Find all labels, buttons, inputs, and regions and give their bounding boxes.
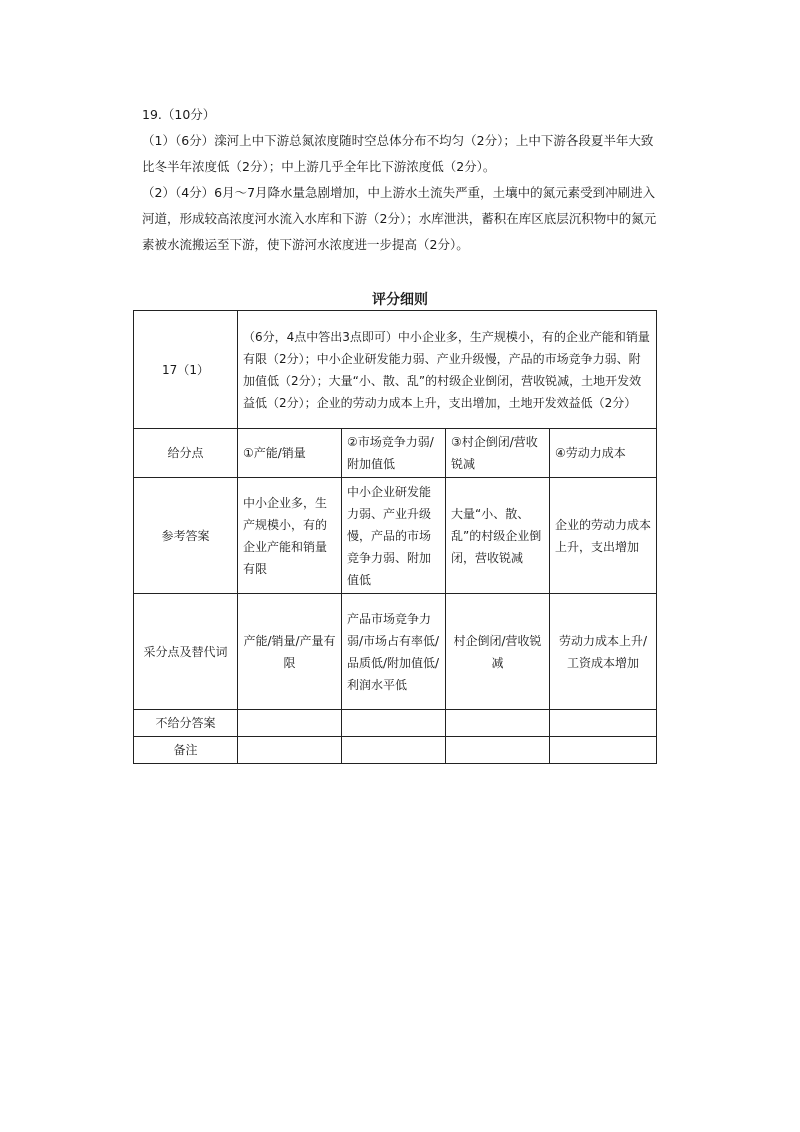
table-cell: 企业的劳动力成本上升，支出增加: [550, 478, 657, 594]
table-cell: [446, 737, 550, 764]
table-cell: 中小企业多，生产规模小，有的企业产能和销量有限: [238, 478, 342, 594]
table-cell: [550, 710, 657, 737]
rubric-title: 评分细则: [372, 292, 428, 308]
q19-heading: 19.（10分）: [142, 107, 216, 122]
row-label: 采分点及替代词: [134, 594, 238, 710]
row-label: 给分点: [134, 429, 238, 478]
table-cell: ④劳动力成本: [550, 429, 657, 478]
table-row: [134, 594, 657, 710]
table-cell: 中小企业研发能力弱、产业升级慢，产品的市场竞争力弱、附加值低: [342, 478, 446, 594]
table-row: [134, 710, 657, 737]
table-cell: 产能/销量/产量有限: [238, 594, 342, 710]
question-19: [142, 102, 662, 258]
row-label: 不给分答案: [134, 710, 238, 737]
table-row: [134, 311, 657, 429]
question-label: 17（1）: [134, 311, 238, 429]
table-row: [134, 737, 657, 764]
question-text: （6分，4点中答出3点即可）中小企业多，生产规模小，有的企业产能和销量有限（2分）；中小企业研发能力弱、产业升级慢，产品的市场竞争力弱、附加值低（2分）；大量“小、散、乱”的村级企业倒闭，营收锐减，土地开发效益低（2分）；企业的劳动力成本上升，支出增加，土地开发效益低（2分）: [238, 311, 657, 429]
rubric-table: [133, 310, 657, 764]
table-cell: ②市场竞争力弱/附加值低: [342, 429, 446, 478]
table-cell: 大量“小、散、乱”的村级企业倒闭，营收锐减: [446, 478, 550, 594]
table-cell: [342, 710, 446, 737]
table-cell: [550, 737, 657, 764]
table-cell: [238, 737, 342, 764]
table-cell: 劳动力成本上升/工资成本增加: [550, 594, 657, 710]
table-cell: [342, 737, 446, 764]
q19-part2: （2）（4分）6月～7月降水量急剧增加，中上游水土流失严重，土壤中的氮元素受到冲刷进入河道，形成较高浓度河水流入水库和下游（2分）；水库泄洪，蓄积在库区底层沉积物中的氮元素被水流搬运至下游，使下游河水浓度进一步提高（2分）。: [142, 185, 657, 252]
table-cell: [446, 710, 550, 737]
table-row: [134, 478, 657, 594]
table-row: [134, 429, 657, 478]
table-cell: ①产能/销量: [238, 429, 342, 478]
table-cell: ③村企倒闭/营收锐减: [446, 429, 550, 478]
table-cell: 产品市场竞争力弱/市场占有率低/品质低/附加值低/利润水平低: [342, 594, 446, 710]
q19-part1: （1）（6分）滦河上中下游总氮浓度随时空总体分布不均匀（2分）；上中下游各段夏半年大致比冬半年浓度低（2分）；中上游几乎全年比下游浓度低（2分）。: [142, 133, 654, 174]
table-cell: [238, 710, 342, 737]
table-cell: 村企倒闭/营收锐减: [446, 594, 550, 710]
row-label: 备注: [134, 737, 238, 764]
row-label: 参考答案: [134, 478, 238, 594]
